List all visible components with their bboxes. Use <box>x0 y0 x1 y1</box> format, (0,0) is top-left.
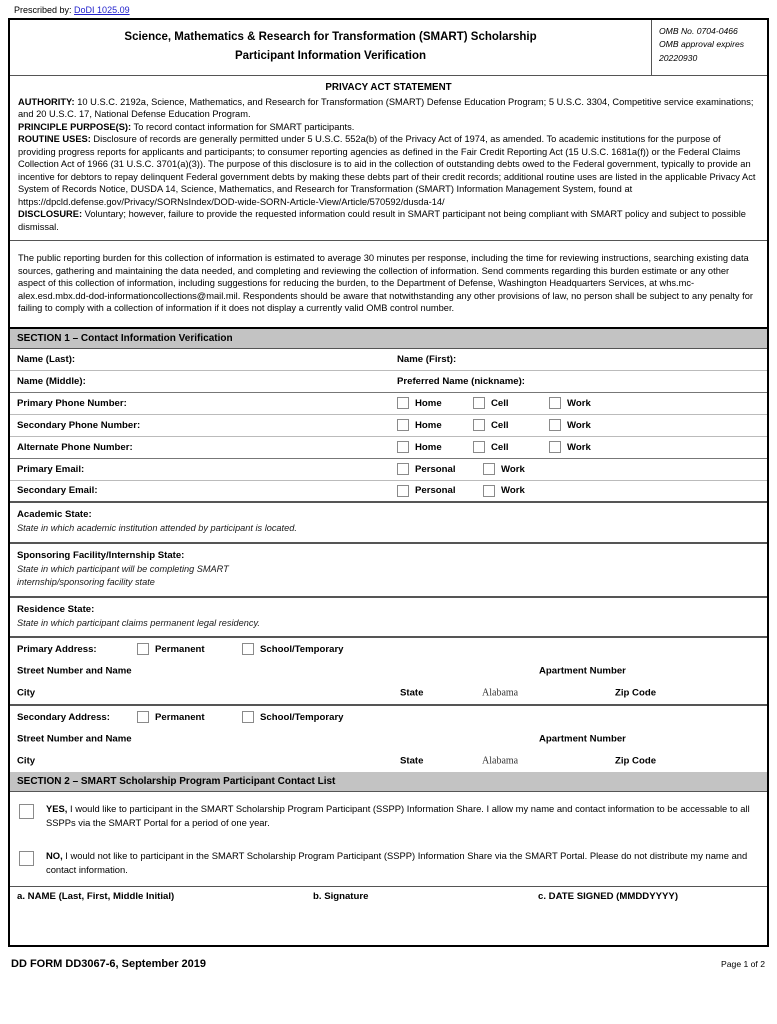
checkbox-icon[interactable] <box>242 711 254 723</box>
primary-address-city-line <box>10 682 767 706</box>
page-number: Page 1 of 2 <box>721 958 765 969</box>
secondary-address-school-option[interactable] <box>242 711 347 723</box>
checkbox-icon[interactable] <box>473 397 485 409</box>
signature-signature-label: b. Signature <box>313 890 369 902</box>
secondary-phone-work-option[interactable] <box>549 419 625 431</box>
privacy-authority-text: 10 U.S.C. 2192a, Science, Mathematics, and Research for Transformation (SMART) Defense Education Program; 5 U.S.C. 3304, Competitive service examinations; and 20 U.S.C. 17, National Defense Education Program. <box>18 96 754 120</box>
alternate-phone-row <box>10 437 767 459</box>
primary-address-permanent-option[interactable] <box>137 643 242 655</box>
privacy-disclosure <box>18 208 759 233</box>
checkbox-icon[interactable] <box>397 397 409 409</box>
primary-street-label: Street Number and Name <box>17 665 132 677</box>
checkbox-icon[interactable] <box>19 804 34 819</box>
consent-yes-row[interactable] <box>10 792 767 839</box>
residence-state-block <box>10 598 767 639</box>
primary-phone-cell-label: Cell <box>491 397 509 409</box>
primary-address-street-line <box>10 660 767 682</box>
consent-no-text-wrap <box>46 849 757 876</box>
name-last-first-row <box>10 349 767 371</box>
academic-state-block <box>10 503 767 544</box>
omb-box <box>651 20 767 75</box>
primary-address-title: Primary Address: <box>17 643 97 655</box>
residence-state-label: Residence State: <box>17 603 95 615</box>
academic-state-label: Academic State: <box>17 508 92 520</box>
privacy-authority-label: AUTHORITY: <box>18 96 75 107</box>
checkbox-icon[interactable] <box>483 463 495 475</box>
name-first-label: Name (First): <box>397 353 457 365</box>
signature-input-area[interactable] <box>10 907 767 945</box>
secondary-phone-label: Secondary Phone Number: <box>17 419 141 431</box>
secondary-address-school-label: School/Temporary <box>260 711 344 723</box>
primary-email-personal-label: Personal <box>415 463 456 475</box>
primary-apartment-label: Apartment Number <box>539 665 626 677</box>
privacy-act-heading: PRIVACY ACT STATEMENT <box>325 81 452 93</box>
primary-email-options <box>397 463 767 475</box>
dodi-reference-link[interactable]: DoDI 1025.09 <box>74 5 130 15</box>
checkbox-icon[interactable] <box>473 441 485 453</box>
section-1-header: SECTION 1 – Contact Information Verification <box>10 329 767 349</box>
form-footer <box>8 947 769 970</box>
privacy-routine-text: Disclosure of records are generally permitted under 5 U.S.C. 552a(b) of the Privacy Act of 1974, as amended. To academic institutions for the purpose of providing progress reports for applicants and participants; to consumer reporting agencies as defined in the Fair Credit Reporting Act (15 U.S.C. 1681a(f)) or the Federal Claims Collection Act of 1966 (31 U.S.C. 3701(a)(3)). The purpose of this disclosure is to aid in the collection of outstanding debts owed to the Federal government, typically to provide an incentive for debtors to repay delinquent Federal government debts by making these debts part of their credit records; additional routine uses are listed in the applicable Privacy Act System of Records Notice, DUSDA 14, Science, Mathematics, and Research for Transformation (SMART) Information Management System, found at https://dpcld.defense.gov/Privacy/SORNsIndex/DOD-wide-SORN-Article-View/Article/570592/dusda-14/ <box>18 134 756 207</box>
secondary-state-value[interactable]: Alabama <box>482 755 519 767</box>
checkbox-icon[interactable] <box>549 441 561 453</box>
alternate-phone-cell-option[interactable] <box>473 441 549 453</box>
checkbox-icon[interactable] <box>397 419 409 431</box>
alternate-phone-cell-label: Cell <box>491 441 509 453</box>
privacy-disclosure-label: DISCLOSURE: <box>18 209 83 220</box>
residence-state-desc: State in which participant claims permanent legal residency. <box>17 618 260 629</box>
prescribed-by-line <box>8 0 769 18</box>
secondary-address-street-line <box>10 728 767 750</box>
secondary-email-work-option[interactable] <box>483 485 569 497</box>
primary-email-personal-option[interactable] <box>397 463 483 475</box>
secondary-phone-row <box>10 415 767 437</box>
prescribed-by-label: Prescribed by: <box>14 5 72 15</box>
academic-state-desc: State in which academic institution attended by participant is located. <box>17 523 297 534</box>
checkbox-icon[interactable] <box>19 851 34 866</box>
secondary-phone-home-label: Home <box>415 419 442 431</box>
secondary-zip-label: Zip Code <box>615 755 657 767</box>
form-body <box>8 18 769 947</box>
secondary-apartment-label: Apartment Number <box>539 733 626 745</box>
form-title-line2: Participant Information Verification <box>234 49 427 62</box>
primary-address-permanent-label: Permanent <box>155 643 205 655</box>
signature-header-row <box>10 886 767 907</box>
preferred-name-label: Preferred Name (nickname): <box>397 375 525 387</box>
primary-phone-label: Primary Phone Number: <box>17 397 127 409</box>
secondary-phone-home-option[interactable] <box>397 419 473 431</box>
primary-address-school-label: School/Temporary <box>260 643 344 655</box>
checkbox-icon[interactable] <box>137 711 149 723</box>
alternate-phone-options <box>397 441 767 453</box>
secondary-email-personal-label: Personal <box>415 485 456 497</box>
checkbox-icon[interactable] <box>549 419 561 431</box>
omb-expires-label: OMB approval expires <box>659 39 745 50</box>
sponsoring-state-desc-line1: State in which participant will be completing SMART <box>17 564 229 575</box>
primary-email-row <box>10 459 767 481</box>
privacy-act-statement <box>10 76 767 242</box>
secondary-email-row <box>10 481 767 503</box>
alternate-phone-label: Alternate Phone Number: <box>17 441 133 453</box>
secondary-phone-work-label: Work <box>567 419 591 431</box>
primary-phone-row <box>10 393 767 415</box>
consent-no-row[interactable] <box>10 839 767 886</box>
consent-yes-text-wrap <box>46 802 757 829</box>
primary-phone-work-option[interactable] <box>549 397 625 409</box>
secondary-phone-cell-label: Cell <box>491 419 509 431</box>
secondary-phone-cell-option[interactable] <box>473 419 549 431</box>
form-title-row <box>10 20 767 76</box>
secondary-street-label: Street Number and Name <box>17 733 132 745</box>
consent-yes-text: I would like to participant in the SMART Scholarship Program Participant (SSPP) Information Share. I allow my name and contact information to be accessable to all SSPPs via the SMART Portal for a period of one year. <box>46 803 750 828</box>
checkbox-icon[interactable] <box>242 643 254 655</box>
alternate-phone-work-label: Work <box>567 441 591 453</box>
consent-no-text: I would not like to participant in the SMART Scholarship Program Participant (SSPP) Information Share via the SMART Portal. Please do not distribute my name and contact information. <box>46 850 748 875</box>
primary-phone-home-option[interactable] <box>397 397 473 409</box>
checkbox-icon[interactable] <box>397 463 409 475</box>
secondary-address-city-line <box>10 750 767 772</box>
signature-date-label: c. DATE SIGNED (MMDDYYYY) <box>538 890 679 902</box>
primary-state-value[interactable]: Alabama <box>482 687 519 699</box>
privacy-routine-label: ROUTINE USES: <box>18 134 91 145</box>
public-burden-text: The public reporting burden for this collection of information is estimated to average 30 minutes per response, including the time for reviewing instructions, searching existing data sources, gathering and maintaining the data needed, and completing and reviewing the collection of information. Send comments regarding this burden estimate or any other aspect of this collection of information, including suggestions for reducing the burden, to the Department of Defense, Washington Headquarters Services, at whs.mc-alex.esd.mbx.dd-dod-informationcollections@mail.mil. Respondents should be aware that notwithstanding any other provisions of law, no person shall be subject to any penalty for failing to comply with a collection of information if it does not display a currently valid OMB control number. <box>18 253 754 314</box>
section-2-header: SECTION 2 – SMART Scholarship Program Participant Contact List <box>10 772 767 792</box>
sponsoring-state-desc-line2: internship/sponsoring facility state <box>17 577 155 588</box>
form-title <box>10 20 651 75</box>
checkbox-icon[interactable] <box>473 419 485 431</box>
omb-expires-date: 20220930 <box>659 52 698 63</box>
secondary-state-label: State <box>400 755 424 767</box>
public-burden-statement <box>10 241 767 329</box>
primary-phone-options <box>397 397 767 409</box>
primary-city-label: City <box>17 687 36 699</box>
privacy-disclosure-text: Voluntary; however, failure to provide the requested information could result in SMART participant not being compliant with SMART policy and subject to possible dismissal. <box>18 209 746 232</box>
checkbox-icon[interactable] <box>549 397 561 409</box>
consent-yes-bold: YES, <box>46 803 68 815</box>
secondary-city-label: City <box>17 755 36 767</box>
secondary-address-title: Secondary Address: <box>17 711 110 723</box>
form-title-line1: Science, Mathematics & Research for Transformation (SMART) Scholarship <box>124 31 537 43</box>
privacy-purpose-label: PRINCIPLE PURPOSE(S): <box>18 121 132 132</box>
secondary-address-permanent-option[interactable] <box>137 711 242 723</box>
primary-phone-cell-option[interactable] <box>473 397 549 409</box>
privacy-authority <box>18 96 759 121</box>
name-middle-preferred-row <box>10 371 767 393</box>
secondary-email-personal-option[interactable] <box>397 485 483 497</box>
secondary-address-header <box>10 706 767 728</box>
secondary-address-permanent-label: Permanent <box>155 711 205 723</box>
primary-email-work-option[interactable] <box>483 463 569 475</box>
secondary-phone-options <box>397 419 767 431</box>
primary-email-label: Primary Email: <box>17 463 85 475</box>
alternate-phone-home-label: Home <box>415 441 442 453</box>
primary-phone-work-label: Work <box>567 397 591 409</box>
privacy-purpose-text: To record contact information for SMART participants. <box>131 121 355 132</box>
checkbox-icon[interactable] <box>137 643 149 655</box>
sponsoring-state-label: Sponsoring Facility/Internship State: <box>17 549 185 561</box>
primary-zip-label: Zip Code <box>615 687 657 699</box>
signature-name-label: a. NAME (Last, First, Middle Initial) <box>17 890 175 902</box>
alternate-phone-home-option[interactable] <box>397 441 473 453</box>
alternate-phone-work-option[interactable] <box>549 441 625 453</box>
name-middle-label: Name (Middle): <box>17 375 86 387</box>
consent-no-bold: NO, <box>46 850 63 862</box>
primary-state-label: State <box>400 687 424 699</box>
checkbox-icon[interactable] <box>397 485 409 497</box>
privacy-purpose <box>18 121 759 134</box>
checkbox-icon[interactable] <box>483 485 495 497</box>
privacy-routine-uses <box>18 133 759 208</box>
secondary-email-options <box>397 485 767 497</box>
secondary-email-label: Secondary Email: <box>17 485 98 497</box>
secondary-email-work-label: Work <box>501 485 525 497</box>
name-last-label: Name (Last): <box>17 353 76 365</box>
omb-number: OMB No. 0704-0466 <box>659 26 738 36</box>
primary-address-header <box>10 638 767 660</box>
sponsoring-state-block <box>10 544 767 598</box>
checkbox-icon[interactable] <box>397 441 409 453</box>
form-number: DD FORM DD3067-6, September 2019 <box>11 957 207 970</box>
primary-email-work-label: Work <box>501 463 525 475</box>
primary-phone-home-label: Home <box>415 397 442 409</box>
primary-address-school-option[interactable] <box>242 643 347 655</box>
